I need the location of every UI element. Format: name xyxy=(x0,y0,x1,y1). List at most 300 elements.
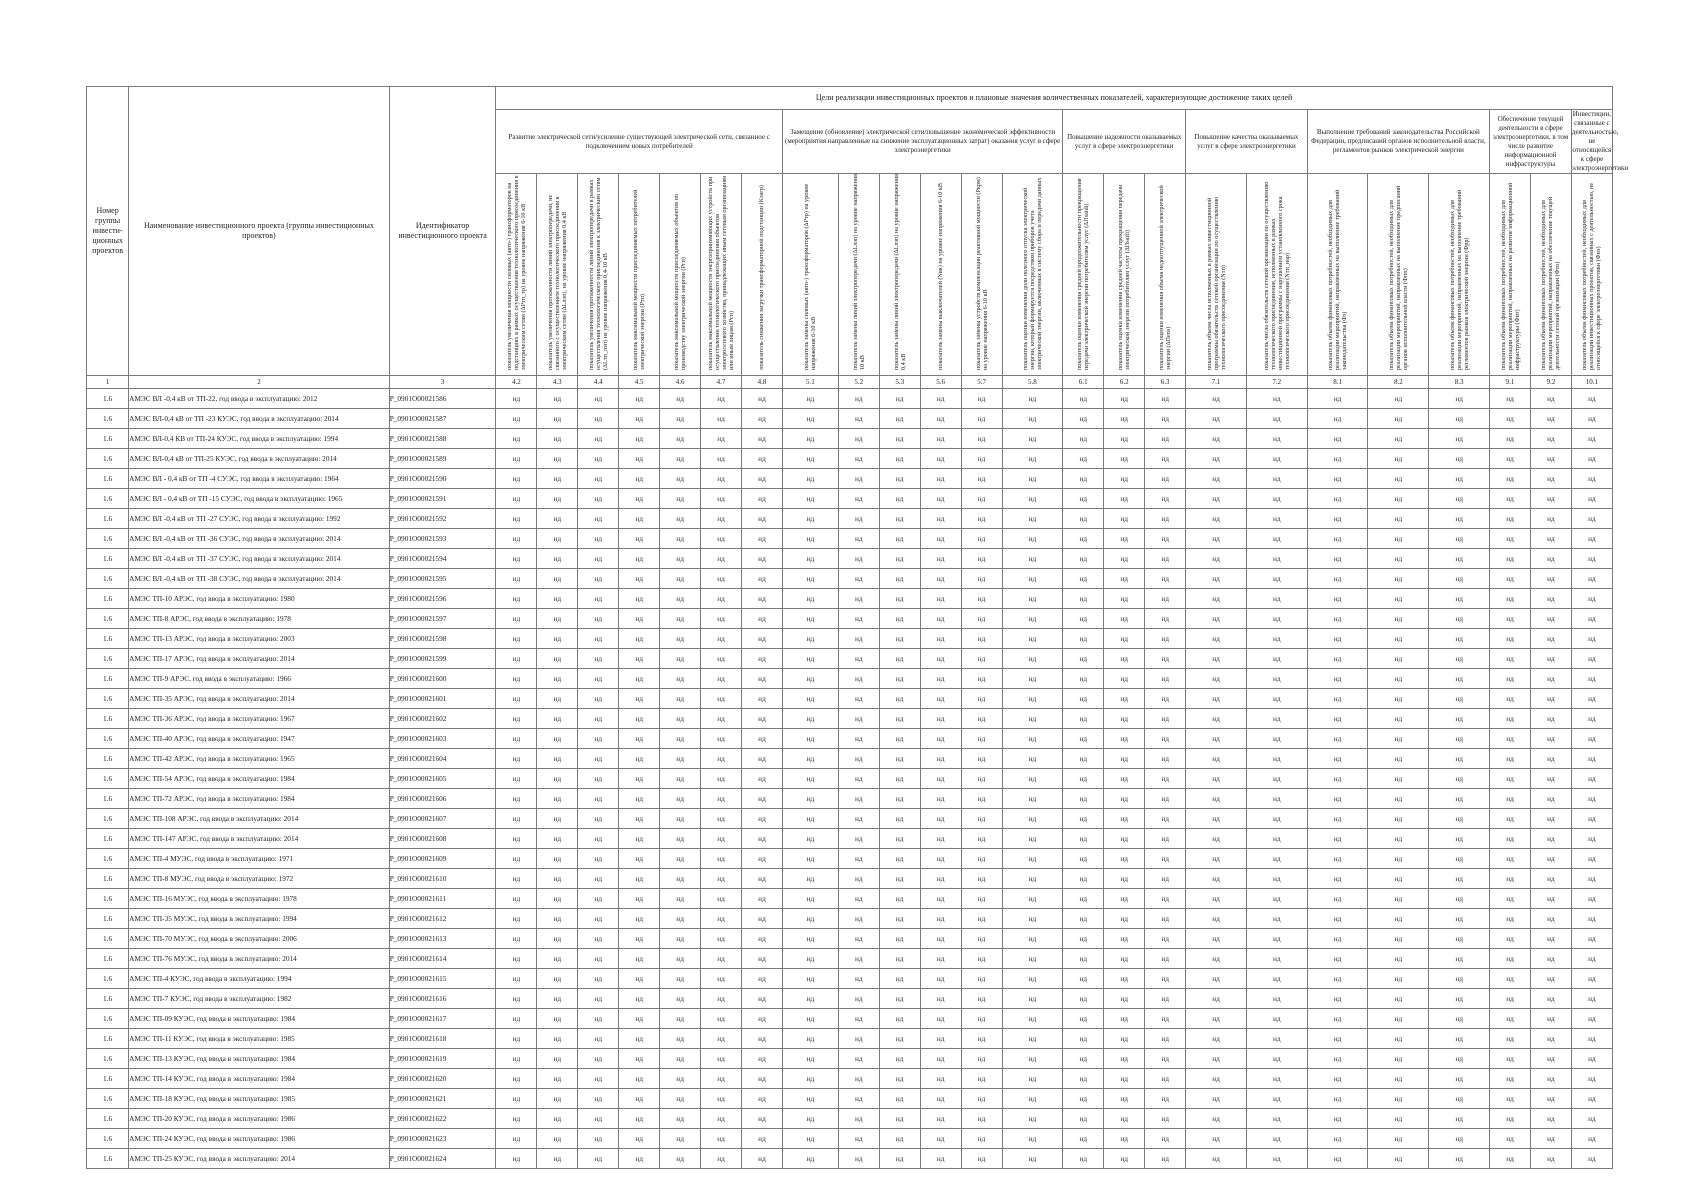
cell-value: нд xyxy=(1104,789,1145,809)
cell-value: нд xyxy=(838,729,879,749)
cell-value: нд xyxy=(537,449,578,469)
cell-value: нд xyxy=(1246,769,1307,789)
cell-value: нд xyxy=(660,689,701,709)
cell-value: нд xyxy=(1104,769,1145,789)
cell-value: нд xyxy=(1246,569,1307,589)
cell-value: нд xyxy=(1307,789,1368,809)
cell-value: нд xyxy=(496,1129,537,1149)
cell-value: нд xyxy=(660,469,701,489)
cell-value: нд xyxy=(496,509,537,529)
cell-group: 1.6 xyxy=(87,1149,129,1169)
cell-value: нд xyxy=(920,1069,961,1089)
cell-project-id: P_0901O00021621 xyxy=(389,1089,496,1109)
cell-value: нд xyxy=(496,1069,537,1089)
cell-value: нд xyxy=(1145,1029,1186,1049)
cell-value: нд xyxy=(1530,929,1571,949)
cell-value: нд xyxy=(1104,549,1145,569)
cell-value: нд xyxy=(1307,1009,1368,1029)
cell-value: нд xyxy=(1307,589,1368,609)
cell-value: нд xyxy=(961,409,1002,429)
cell-value: нд xyxy=(1429,1069,1490,1089)
cell-value: нд xyxy=(619,629,660,649)
cell-value: нд xyxy=(1368,469,1429,489)
cell-value: нд xyxy=(1490,809,1531,829)
cell-value: нд xyxy=(879,1089,920,1109)
cell-group: 1.6 xyxy=(87,809,129,829)
cell-value: нд xyxy=(1186,409,1247,429)
cell-value: нд xyxy=(1246,669,1307,689)
cell-value: нд xyxy=(496,1029,537,1049)
cell-value: нд xyxy=(838,669,879,689)
header-indicator-text: показатель объема финансовых потребностей, необходимых для реализации инвестиционных проектов, связанных с деятельностью, не относящейся к сфере электроэнергетики (Фнэ) xyxy=(1581,182,1603,370)
cell-value: нд xyxy=(1002,829,1063,849)
cell-value: нд xyxy=(619,409,660,429)
cell-value: нд xyxy=(1368,949,1429,969)
cell-value: нд xyxy=(879,869,920,889)
cell-project-id: P_0901O00021601 xyxy=(389,689,496,709)
cell-value: нд xyxy=(496,809,537,829)
cell-value: нд xyxy=(1002,529,1063,549)
cell-value: нд xyxy=(961,989,1002,1009)
cell-value: нд xyxy=(578,769,619,789)
cell-value: нд xyxy=(961,429,1002,449)
cell-project-name: АМЭС ВЛ -0,4 кВ от ТП -37 СУЭС, год ввода в эксплуатацию: 2014 xyxy=(129,549,390,569)
table-row xyxy=(87,1129,1613,1149)
cell-value: нд xyxy=(1307,1069,1368,1089)
cell-value: нд xyxy=(1246,1089,1307,1109)
cell-value: нд xyxy=(1571,1089,1612,1109)
cell-value: нд xyxy=(782,909,838,929)
column-number: 5.3 xyxy=(879,376,920,389)
cell-value: нд xyxy=(1063,1049,1104,1069)
cell-value: нд xyxy=(1246,609,1307,629)
cell-project-name: АМЭС ВЛ-0,4 кВ от ТП-25 КУЭС, год ввода в эксплуатацию: 2014 xyxy=(129,449,390,469)
cell-value: нд xyxy=(1186,429,1247,449)
table-row xyxy=(87,1109,1613,1129)
cell-value: нд xyxy=(782,469,838,489)
header-indicator-text: показатель объема финансовых потребностей, необходимых для реализации мероприятий, направленных на выполнение требований регламентов рынков электрической энергии (Фрр) xyxy=(1448,189,1470,370)
cell-value: нд xyxy=(1307,909,1368,929)
cell-value: нд xyxy=(1530,649,1571,669)
cell-value: нд xyxy=(578,1069,619,1089)
cell-value: нд xyxy=(1530,509,1571,529)
cell-value: нд xyxy=(961,829,1002,849)
cell-value: нд xyxy=(1246,829,1307,849)
cell-value: нд xyxy=(920,829,961,849)
cell-value: нд xyxy=(660,929,701,949)
cell-value: нд xyxy=(1246,1009,1307,1029)
header-indicator xyxy=(1429,174,1490,376)
cell-value: нд xyxy=(1002,749,1063,769)
cell-value: нд xyxy=(537,709,578,729)
cell-value: нд xyxy=(619,769,660,789)
cell-value: нд xyxy=(838,569,879,589)
cell-value: нд xyxy=(838,949,879,969)
cell-value: нд xyxy=(1490,1149,1531,1169)
cell-value: нд xyxy=(920,1129,961,1149)
cell-value: нд xyxy=(496,689,537,709)
cell-value: нд xyxy=(619,889,660,909)
cell-value: нд xyxy=(1145,849,1186,869)
cell-value: нд xyxy=(1368,1069,1429,1089)
cell-value: нд xyxy=(920,669,961,689)
cell-value: нд xyxy=(1307,809,1368,829)
cell-value: нд xyxy=(961,849,1002,869)
cell-value: нд xyxy=(1063,529,1104,549)
cell-value: нд xyxy=(1063,709,1104,729)
header-indicator-text: показатель увеличения протяженности линий электропередачи, не связанного с осуществлением технологического присоединения к электрическим сетям (ΔLлэп), на уровне напряжения 0,4 кВ xyxy=(546,194,568,370)
table-row xyxy=(87,509,1613,529)
cell-value: нд xyxy=(619,929,660,949)
cell-value: нд xyxy=(701,409,742,429)
cell-value: нд xyxy=(1571,649,1612,669)
cell-value: нд xyxy=(920,1089,961,1109)
cell-value: нд xyxy=(1104,1129,1145,1149)
cell-value: нд xyxy=(879,429,920,449)
cell-value: нд xyxy=(701,589,742,609)
cell-value: нд xyxy=(578,389,619,409)
cell-value: нд xyxy=(961,749,1002,769)
cell-value: нд xyxy=(1063,1069,1104,1089)
header-indicator-text: показатель максимальной мощности присоединяемых потребителей электрической энергии (Pтп) xyxy=(632,189,647,370)
cell-value: нд xyxy=(701,429,742,449)
cell-value: нд xyxy=(1104,509,1145,529)
cell-value: нд xyxy=(1429,1109,1490,1129)
cell-project-id: P_0901O00021588 xyxy=(389,429,496,449)
cell-value: нд xyxy=(619,789,660,809)
cell-value: нд xyxy=(1530,769,1571,789)
cell-project-id: P_0901O00021620 xyxy=(389,1069,496,1089)
header-indicator-text: показатель числа обязательств сетевой организации по осуществлению технологического присоединения, исполненных в рамках инвестиционной программы с нарушением установленного срока технологического присоединения (Nтп_нар) xyxy=(1262,181,1291,370)
table-row xyxy=(87,389,1613,409)
cell-value: нд xyxy=(961,449,1002,469)
cell-value: нд xyxy=(1186,449,1247,469)
cell-value: нд xyxy=(1530,609,1571,629)
column-number: 8.1 xyxy=(1307,376,1368,389)
cell-value: нд xyxy=(838,1089,879,1109)
cell-group: 1.6 xyxy=(87,1029,129,1049)
cell-value: нд xyxy=(961,529,1002,549)
column-number: 9.2 xyxy=(1530,376,1571,389)
cell-value: нд xyxy=(879,789,920,809)
cell-value: нд xyxy=(1530,409,1571,429)
header-indicator xyxy=(1530,174,1571,376)
cell-value: нд xyxy=(537,1009,578,1029)
cell-value: нд xyxy=(961,389,1002,409)
cell-project-name: АМЭС ТП-13 АРЭС, год ввода в эксплуатацию: 2003 xyxy=(129,629,390,649)
cell-project-id: P_0901O00021607 xyxy=(389,809,496,829)
cell-value: нд xyxy=(1368,389,1429,409)
cell-project-name: АМЭС ТП-72 АРЭС, год ввода в эксплуатацию: 1984 xyxy=(129,789,390,809)
cell-value: нд xyxy=(1307,949,1368,969)
cell-value: нд xyxy=(1307,769,1368,789)
cell-value: нд xyxy=(1490,849,1531,869)
cell-value: нд xyxy=(1186,629,1247,649)
table-row xyxy=(87,889,1613,909)
cell-value: нд xyxy=(701,549,742,569)
column-number: 2 xyxy=(129,376,390,389)
cell-value: нд xyxy=(1063,489,1104,509)
cell-value: нд xyxy=(578,709,619,729)
cell-value: нд xyxy=(1368,1089,1429,1109)
header-group: Повышение надежности оказываемых услуг в сфере электроэнергетики xyxy=(1063,110,1186,174)
column-number: 6.3 xyxy=(1145,376,1186,389)
cell-value: нд xyxy=(838,469,879,489)
cell-value: нд xyxy=(1246,1109,1307,1129)
cell-value: нд xyxy=(838,1009,879,1029)
cell-value: нд xyxy=(1490,969,1531,989)
cell-value: нд xyxy=(1002,429,1063,449)
cell-project-name: АМЭС ТП-35 МУЭС, год ввода в эксплуатацию: 1994 xyxy=(129,909,390,929)
cell-value: нд xyxy=(1571,1029,1612,1049)
cell-value: нд xyxy=(782,989,838,1009)
cell-value: нд xyxy=(1145,729,1186,749)
cell-value: нд xyxy=(619,1009,660,1029)
cell-value: нд xyxy=(1246,949,1307,969)
cell-project-name: АМЭС ТП-20 КУЭС, год ввода в эксплуатацию: 1986 xyxy=(129,1109,390,1129)
cell-value: нд xyxy=(1307,469,1368,489)
cell-value: нд xyxy=(782,569,838,589)
cell-value: нд xyxy=(1530,549,1571,569)
cell-value: нд xyxy=(537,469,578,489)
cell-value: нд xyxy=(660,709,701,729)
cell-value: нд xyxy=(1307,689,1368,709)
cell-value: нд xyxy=(619,969,660,989)
cell-value: нд xyxy=(660,389,701,409)
header-col-id: Идентификатор инвестиционного проекта xyxy=(389,87,496,376)
cell-value: нд xyxy=(1145,1009,1186,1029)
cell-value: нд xyxy=(961,969,1002,989)
cell-value: нд xyxy=(619,589,660,609)
cell-value: нд xyxy=(1368,969,1429,989)
cell-value: нд xyxy=(1246,489,1307,509)
header-group: Замещение (обновление) электрической сети/повышение экономической эффективности (мероприятия направленные на снижение эксплуатационных затрат) оказания услуг в сфере электроэнергетики xyxy=(782,110,1062,174)
header-indicator-text: показатель замены выключателей (Nвк) на уровне напряжения 6-10 кВ xyxy=(937,183,945,370)
cell-value: нд xyxy=(1307,709,1368,729)
cell-value: нд xyxy=(701,709,742,729)
cell-value: нд xyxy=(1490,1009,1531,1029)
cell-value: нд xyxy=(1186,849,1247,869)
cell-value: нд xyxy=(1571,829,1612,849)
cell-value: нд xyxy=(660,809,701,829)
column-number: 7.1 xyxy=(1186,376,1247,389)
cell-value: нд xyxy=(961,909,1002,929)
cell-value: нд xyxy=(1246,1029,1307,1049)
cell-value: нд xyxy=(1530,449,1571,469)
cell-value: нд xyxy=(1490,949,1531,969)
cell-value: нд xyxy=(619,1089,660,1109)
cell-value: нд xyxy=(496,1049,537,1069)
cell-value: нд xyxy=(1530,889,1571,909)
cell-value: нд xyxy=(1002,549,1063,569)
cell-value: нд xyxy=(578,969,619,989)
cell-value: нд xyxy=(1104,389,1145,409)
cell-value: нд xyxy=(1063,689,1104,709)
cell-value: нд xyxy=(496,469,537,489)
cell-value: нд xyxy=(920,429,961,449)
header-goals-title: Цели реализации инвестиционных проектов и плановые значения количественных показателей, характеризующие достижение таких целей xyxy=(496,87,1612,110)
cell-value: нд xyxy=(1307,509,1368,529)
cell-value: нд xyxy=(619,949,660,969)
cell-value: нд xyxy=(879,1129,920,1149)
cell-value: нд xyxy=(1063,849,1104,869)
cell-project-id: P_0901O00021615 xyxy=(389,969,496,989)
cell-value: нд xyxy=(782,409,838,429)
cell-value: нд xyxy=(1571,789,1612,809)
cell-value: нд xyxy=(838,849,879,869)
cell-value: нд xyxy=(619,669,660,689)
cell-value: нд xyxy=(1063,1109,1104,1129)
cell-project-name: АМЭС ТП-108 АРЭС, год ввода в эксплуатацию: 2014 xyxy=(129,809,390,829)
cell-value: нд xyxy=(1530,1069,1571,1089)
cell-value: нд xyxy=(1186,749,1247,769)
cell-value: нд xyxy=(1429,709,1490,729)
column-number: 10.1 xyxy=(1571,376,1612,389)
cell-value: нд xyxy=(838,489,879,509)
cell-value: нд xyxy=(701,489,742,509)
cell-value: нд xyxy=(578,689,619,709)
cell-value: нд xyxy=(1002,489,1063,509)
cell-value: нд xyxy=(1530,709,1571,729)
cell-value: нд xyxy=(496,389,537,409)
cell-project-id: P_0901O00021594 xyxy=(389,549,496,569)
cell-value: нд xyxy=(619,989,660,1009)
cell-value: нд xyxy=(1307,449,1368,469)
header-indicator xyxy=(1104,174,1145,376)
cell-value: нд xyxy=(1307,569,1368,589)
header-indicator xyxy=(1186,174,1247,376)
cell-value: нд xyxy=(879,1069,920,1089)
cell-value: нд xyxy=(838,829,879,849)
table-row xyxy=(87,589,1613,609)
cell-value: нд xyxy=(1307,869,1368,889)
cell-value: нд xyxy=(1246,909,1307,929)
cell-value: нд xyxy=(1429,689,1490,709)
cell-value: нд xyxy=(1368,569,1429,589)
cell-value: нд xyxy=(1490,729,1531,749)
cell-value: нд xyxy=(660,669,701,689)
cell-value: нд xyxy=(920,729,961,749)
cell-value: нд xyxy=(961,789,1002,809)
cell-value: нд xyxy=(879,829,920,849)
cell-value: нд xyxy=(1063,829,1104,849)
cell-project-id: P_0901O00021590 xyxy=(389,469,496,489)
header-group: Выполнение требований законодательства Российской Федерации, предписаний органов исполнительной власти, регламентов рынков электрической энергии xyxy=(1307,110,1489,174)
cell-project-name: АМЭС ТП-14 КУЭС, год ввода в эксплуатацию: 1984 xyxy=(129,1069,390,1089)
cell-value: нд xyxy=(660,989,701,1009)
cell-value: нд xyxy=(782,649,838,669)
cell-value: нд xyxy=(619,1069,660,1089)
table-row xyxy=(87,729,1613,749)
cell-value: нд xyxy=(1002,969,1063,989)
cell-value: нд xyxy=(1429,589,1490,609)
cell-group: 1.6 xyxy=(87,1109,129,1129)
cell-value: нд xyxy=(701,569,742,589)
cell-value: нд xyxy=(1002,449,1063,469)
cell-value: нд xyxy=(1145,1149,1186,1169)
table-row xyxy=(87,709,1613,729)
cell-value: нд xyxy=(1368,769,1429,789)
cell-value: нд xyxy=(1063,509,1104,529)
cell-value: нд xyxy=(961,669,1002,689)
cell-value: нд xyxy=(1145,489,1186,509)
cell-value: нд xyxy=(782,829,838,849)
cell-value: нд xyxy=(1368,1149,1429,1169)
cell-value: нд xyxy=(1246,469,1307,489)
cell-value: нд xyxy=(742,509,783,529)
cell-value: нд xyxy=(879,549,920,569)
table-row xyxy=(87,609,1613,629)
cell-value: нд xyxy=(838,589,879,609)
cell-value: нд xyxy=(1530,1129,1571,1149)
cell-value: нд xyxy=(1002,889,1063,909)
cell-value: нд xyxy=(619,469,660,489)
cell-value: нд xyxy=(961,1109,1002,1129)
cell-value: нд xyxy=(920,1109,961,1129)
cell-value: нд xyxy=(920,409,961,429)
cell-value: нд xyxy=(537,569,578,589)
cell-value: нд xyxy=(578,409,619,429)
header-indicator xyxy=(782,174,838,376)
cell-value: нд xyxy=(660,789,701,809)
cell-value: нд xyxy=(1490,1049,1531,1069)
cell-value: нд xyxy=(701,1009,742,1029)
table-row xyxy=(87,1089,1613,1109)
cell-project-name: АМЭС ТП-36 АРЭС, год ввода в эксплуатацию: 1967 xyxy=(129,709,390,729)
cell-value: нд xyxy=(1104,969,1145,989)
cell-value: нд xyxy=(1145,1089,1186,1109)
cell-value: нд xyxy=(619,689,660,709)
column-number: 9.1 xyxy=(1490,376,1531,389)
cell-value: нд xyxy=(537,869,578,889)
cell-value: нд xyxy=(1368,649,1429,669)
cell-value: нд xyxy=(1246,1049,1307,1069)
cell-value: нд xyxy=(1145,969,1186,989)
table-row xyxy=(87,969,1613,989)
cell-value: нд xyxy=(1145,449,1186,469)
cell-value: нд xyxy=(1307,429,1368,449)
cell-value: нд xyxy=(838,609,879,629)
cell-value: нд xyxy=(1368,909,1429,929)
cell-value: нд xyxy=(1429,1049,1490,1069)
cell-value: нд xyxy=(742,669,783,689)
cell-project-name: АМЭС ТП-8 МУЭС, год ввода в эксплуатацию: 1972 xyxy=(129,869,390,889)
cell-value: нд xyxy=(1429,1149,1490,1169)
cell-value: нд xyxy=(537,969,578,989)
cell-value: нд xyxy=(496,609,537,629)
cell-value: нд xyxy=(879,989,920,1009)
cell-value: нд xyxy=(1490,389,1531,409)
cell-value: нд xyxy=(961,769,1002,789)
cell-project-id: P_0901O00021622 xyxy=(389,1109,496,1129)
cell-value: нд xyxy=(701,949,742,969)
cell-value: нд xyxy=(1368,869,1429,889)
cell-value: нд xyxy=(1571,629,1612,649)
cell-value: нд xyxy=(660,1129,701,1149)
cell-value: нд xyxy=(578,829,619,849)
cell-value: нд xyxy=(537,789,578,809)
cell-value: нд xyxy=(782,869,838,889)
header-indicator xyxy=(701,174,742,376)
cell-value: нд xyxy=(782,889,838,909)
cell-value: нд xyxy=(1002,609,1063,629)
cell-value: нд xyxy=(1429,809,1490,829)
cell-value: нд xyxy=(1490,909,1531,929)
cell-value: нд xyxy=(1145,949,1186,969)
cell-value: нд xyxy=(1490,409,1531,429)
cell-value: нд xyxy=(1429,649,1490,669)
header-indicator-text: показатель оценки изменения доли полезного отпуска электрической энергии, который формируется посредством приборов учета электрической энергии, включенных в систему сбора и передачи данных xyxy=(1021,177,1043,370)
